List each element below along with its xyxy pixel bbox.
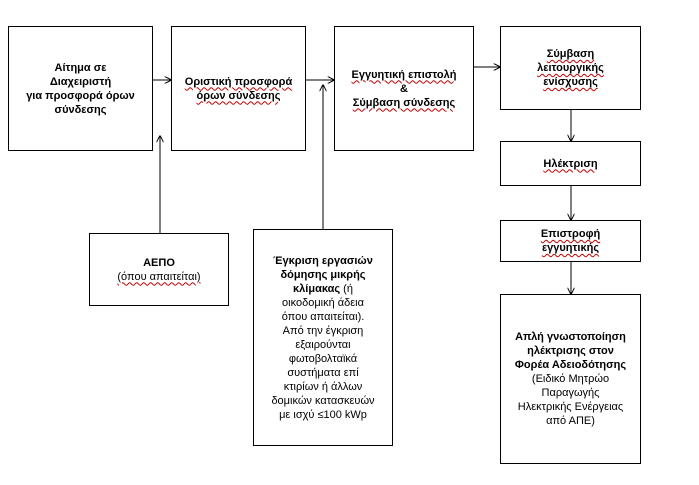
- box-text-line: Αίτημα σε: [54, 61, 107, 74]
- support-contract-box: [500, 26, 641, 110]
- approval-body-line: συστήματα επί: [287, 366, 359, 379]
- request-offer-box: [8, 26, 153, 151]
- box-text-line: για προσφορά όρων: [26, 89, 135, 102]
- aepo-title: ΑΕΠΟ: [143, 256, 175, 269]
- approval-title-line: δόμησης μικρής: [280, 268, 366, 281]
- notification-title-line: Απλή γνωστοποίηση: [515, 331, 626, 343]
- box-text-line: Επιστροφή: [540, 228, 601, 240]
- approval-body-line: κτιρίων ή άλλων: [283, 380, 363, 393]
- approval-body-line: όπου απαιτείται).: [281, 310, 365, 323]
- box-text-line: Οριστική προσφορά: [184, 75, 293, 88]
- box-text-line: εγγυητικής: [541, 242, 600, 254]
- notification-body-line: (Ειδικό Μητρώο: [531, 373, 610, 385]
- notification-title-line: ηλέκτρισης στον: [527, 345, 614, 357]
- approval-body-line: Από την έγκριση: [282, 324, 364, 337]
- guarantee-return-box: [500, 220, 641, 262]
- box-text-line: ενίσχυσης: [543, 76, 598, 88]
- approval-title-bold: κλίμακας: [293, 282, 341, 295]
- box-text-line: λειτουργικής: [537, 62, 604, 74]
- approval-title-tail: (ή: [340, 282, 353, 295]
- box-text-line: Εγγυητική επιστολή: [351, 68, 457, 81]
- notification-body-line: Παραγωγής: [541, 387, 600, 399]
- approval-body-line: φωτοβολταϊκά: [288, 352, 358, 365]
- box-text-line: Ηλέκτριση: [543, 157, 598, 170]
- aepo-box: [89, 233, 229, 306]
- approval-body-line: με ισχύ ≤100 kWp: [279, 408, 367, 421]
- box-text-line: όρων σύνδεσης: [196, 89, 281, 102]
- approval-title-line: Έγκριση εργασιών: [273, 254, 373, 267]
- approval-body-line: δομικών κατασκευών: [271, 394, 375, 407]
- box-text-line: Διαχειριστή: [49, 75, 112, 88]
- construction-approval-box: [253, 229, 393, 446]
- notification-body-line: από ΑΠΕ): [546, 415, 595, 427]
- box-text-line: Σύμβαση: [546, 48, 595, 60]
- box-text-line: Σύμβαση σύνδεσης: [352, 96, 456, 109]
- guarantee-contract-box: [334, 26, 474, 151]
- box-text-line: &: [400, 82, 408, 95]
- notification-title-line: Φορέα Αδειοδότησης: [514, 359, 627, 371]
- notification-body-line: Ηλεκτρικής Ενέργειας: [517, 401, 624, 413]
- energization-box: [500, 141, 641, 186]
- box-text-line: σύνδεσης: [54, 103, 107, 116]
- notification-box: [500, 294, 641, 464]
- aepo-note: (όπου απαιτείται): [117, 270, 201, 283]
- approval-body-line: οικοδομική άδεια: [282, 296, 364, 309]
- approval-body-line: εξαιρούνται: [295, 338, 351, 351]
- approval-title-line: [293, 282, 353, 296]
- final-offer-box: [171, 26, 306, 151]
